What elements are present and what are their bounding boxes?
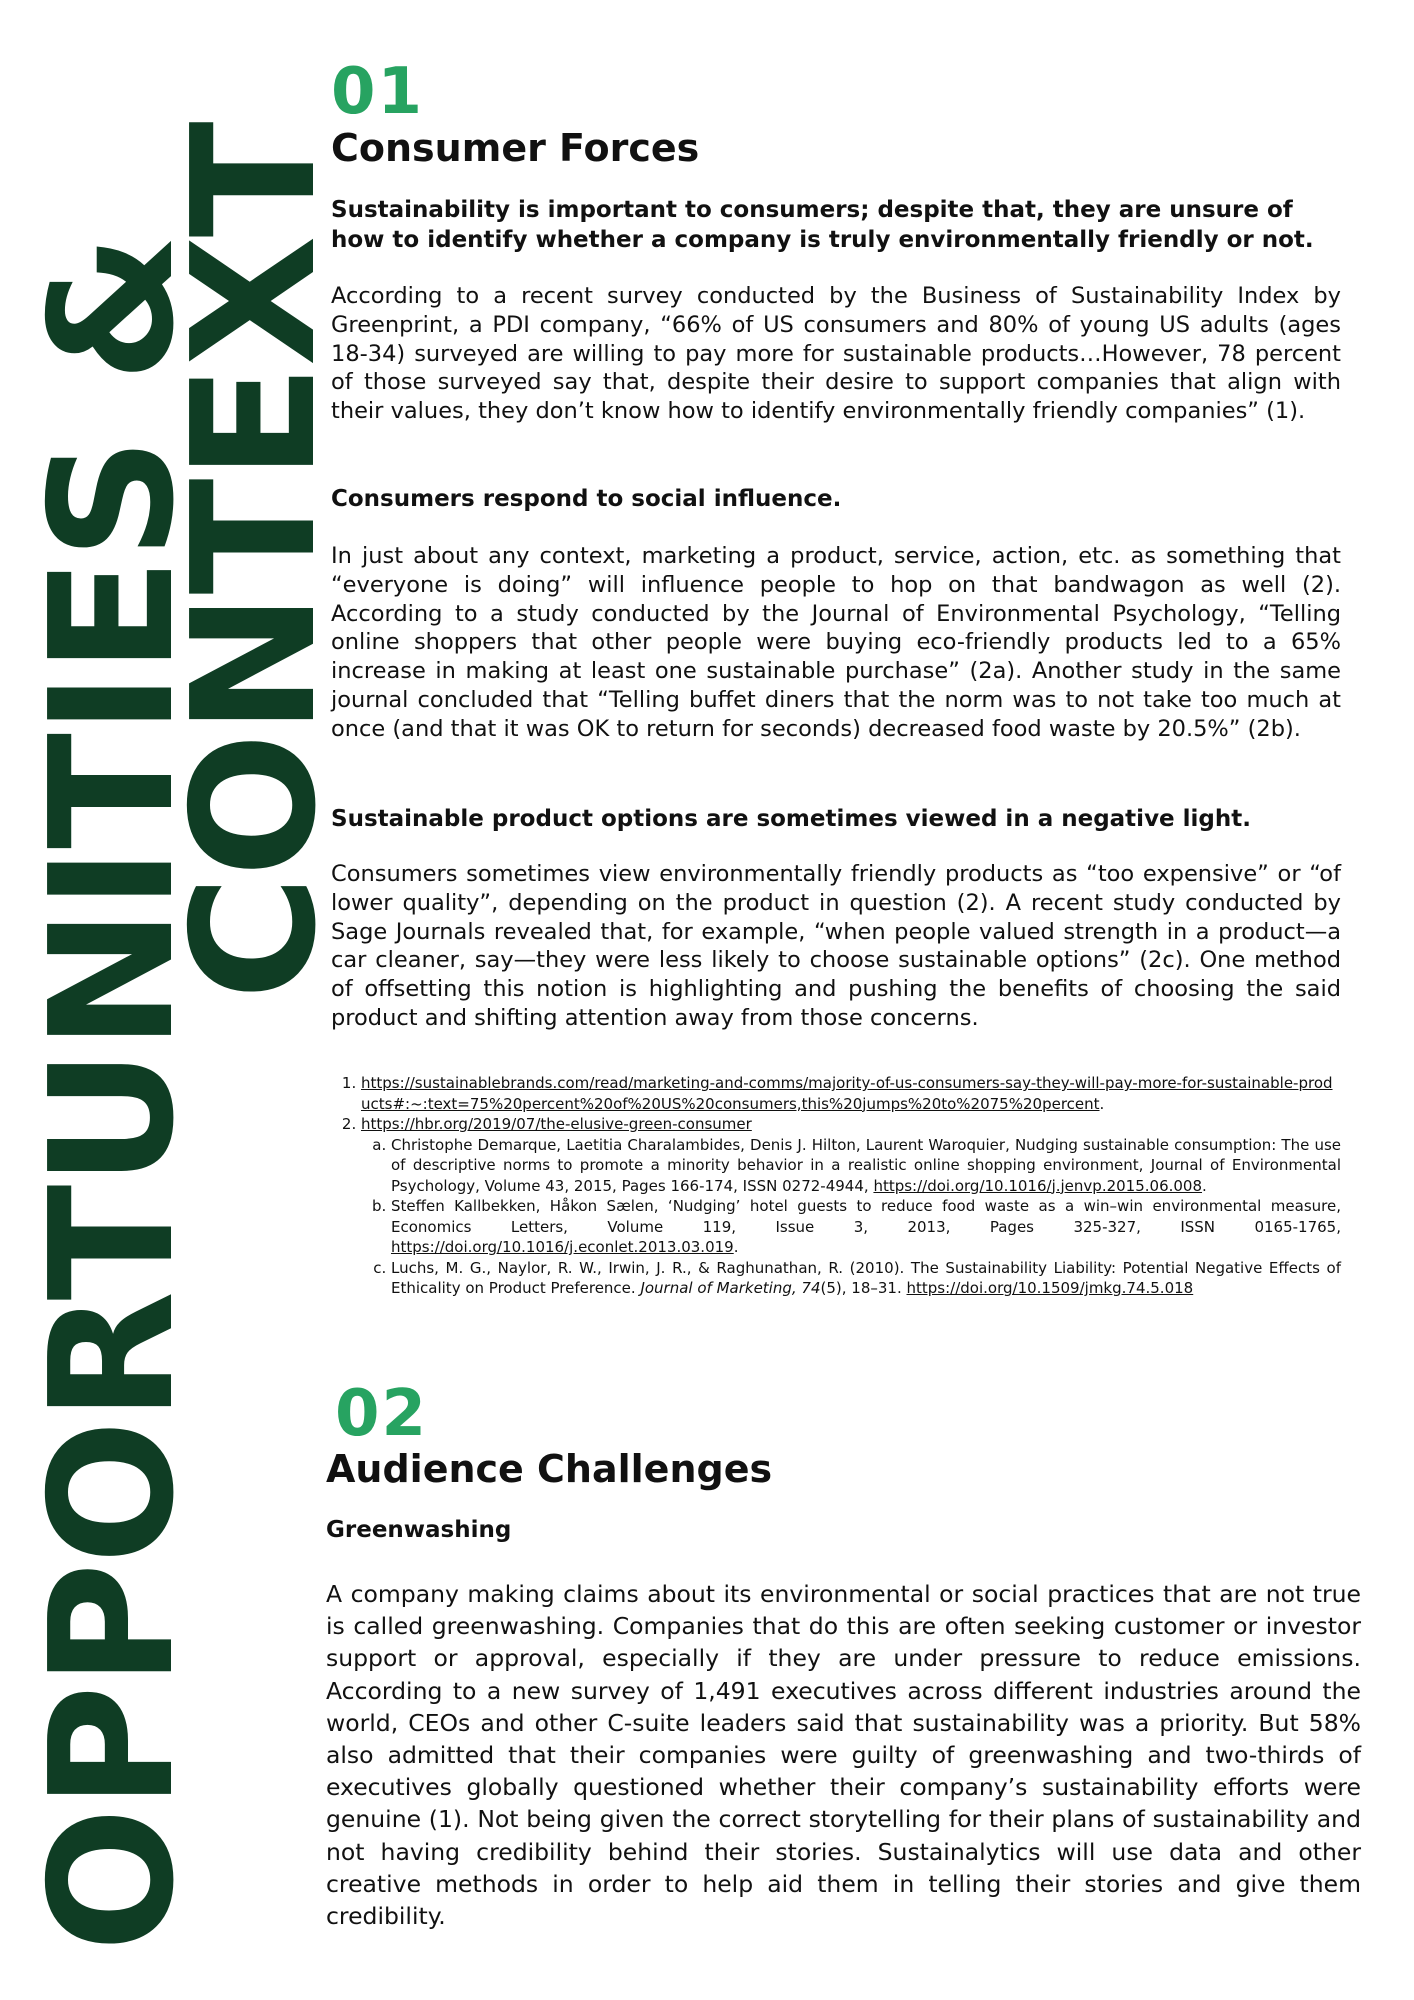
section1-lead1: Sustainability is important to consumers; despite that, they are unsure of how to identify whether a company is truly environmentally friendly or not.: [331, 197, 1314, 253]
reference-2c-text: Luchs, M. G., Naylor, R. W., Irwin, J. R., & Raghunathan, R. (2010). The Sustainability Liability: Potential Negative Effects of Ethicality on Product Preference.: [391, 1258, 1341, 1297]
reference-2b-link[interactable]: https://doi.org/10.1016/j.econlet.2013.03.019: [391, 1238, 734, 1256]
reference-2c-mid: (5), 18–31.: [820, 1279, 907, 1297]
reference-2b-text: Steffen Kallbekken, Håkon Sælen, ‘Nudging’ hotel guests to reduce food waste as a win–win environmental measure, Economics Letters, Volume 119, Issue 3, 2013, Pages 325-327, ISSN 0165-1765,: [391, 1197, 1341, 1236]
section1-number: 01: [331, 55, 425, 129]
reference-2c-link[interactable]: https://doi.org/10.1509/jmkg.74.5.018: [906, 1279, 1194, 1297]
section2-number: 02: [335, 1377, 429, 1451]
reference-1: [361, 1073, 1341, 1114]
section1-lead3: Sustainable product options are sometimes viewed in a negative light.: [331, 806, 1251, 832]
section2-title: Audience Challenges: [326, 1447, 773, 1491]
reference-2: [361, 1114, 1341, 1299]
reference-2a-link[interactable]: https://doi.org/10.1016/j.jenvp.2015.06.008: [873, 1176, 1203, 1195]
side-title: [0, 0, 354, 2000]
section1-lead2: Consumers respond to social influence.: [331, 486, 842, 512]
side-title-line2: CONTEXT: [156, 123, 354, 1000]
reference-1-tail: .: [1099, 1094, 1105, 1113]
section1-para2: In just about any context, marketing a product, service, action, etc. as something that “everyone is doing” will influence people to hop on that bandwagon as well (2). According to a study conducted by the Journal of Environmental Psychology, “Telling online shoppers that other people were buying eco-friendly products led to a 65% increase in making at least one sustainable purchase” (2a). Another study in the same journal concluded that “Telling buffet diners that the norm was to not take too much at once (and that it was OK to return for seconds) decreased food waste by 20.5%” (2b).: [331, 543, 1341, 742]
reference-2b: b. Steffen Kallbekken, Håkon Sælen, ‘Nudging’ hotel guests to reduce food waste as a win–win environmental measure, Economics Letters, Volume 119, Issue 3, 2013, Pages 325-327, ISSN 0165-1765, https://doi.org/10.1016/j.econlet.2013.03.019.: [391, 1196, 1341, 1258]
reference-2-link[interactable]: https://hbr.org/2019/07/the-elusive-green-consumer: [361, 1115, 752, 1133]
reference-2a: a. Christophe Demarque, Laetitia Charalambides, Denis J. Hilton, Laurent Waroquier, Nudging sustainable consumption: The use of descriptive norms to promote a minority behavior in a realistic online shopping environment, Journal of Environmental Psychology, Volume 43, 2015, Pages 166-174, ISSN 0272-4944, https://doi.org/10.1016/j.jenvp.2015.06.008.: [391, 1135, 1341, 1197]
reference-2c: [391, 1258, 1341, 1299]
section1-para3: Consumers sometimes view environmentally friendly products as “too expensive” or “of lower quality”, depending on the product in question (2). A recent study conducted by Sage Journals revealed that, for example, “when people valued strength in a product—a car cleaner, say—they were less likely to choose sustainable options” (2c). One method of offsetting this notion is highlighting and pushing the benefits of choosing the said product and shifting attention away from those concerns.: [331, 861, 1341, 1031]
section2-lead1: Greenwashing: [326, 1517, 512, 1543]
reference-2c-journal: Journal of Marketing, 74: [640, 1279, 821, 1297]
section1-para1: According to a recent survey conducted by the Business of Sustainability Index by Greenprint, a PDI company, “66% of US consumers and 80% of young US adults (ages 18-34) surveyed are willing to pay more for sustainable products…However, 78 percent of those surveyed say that, despite their desire to support companies that align with their values, they don’t know how to identify environmentally friendly companies” (1).: [331, 283, 1341, 425]
side-title-line1: OPPORTUNITIES &: [14, 235, 212, 1952]
reference-1-link[interactable]: https://sustainablebrands.com/read/marketing-and-comms/majority-of-us-consumers-say-they-will-pay-more-for-sustainable-products#:~:text=75%20percent%20of%20US%20consumers,this%20jumps%20to%2075%20percent: [361, 1074, 1333, 1113]
section1-title: Consumer Forces: [331, 126, 700, 170]
section2-para1: A company making claims about its environmental or social practices that are not true is called greenwashing. Companies that do this are often seeking customer or investor support or approval, especially if they are under pressure to reduce emissions. According to a new survey of 1,491 executives across different industries around the world, CEOs and other C-suite leaders said that sustainability was a priority. But 58% also admitted that their companies were guilty of greenwashing and two-thirds of executives globally questioned whether their company’s sustainability efforts were genuine (1). Not being given the correct storytelling for their plans of sustainability and not having credibility behind their stories. Sustainalytics will use data and other creative methods in order to help aid them in telling their stories and give them credibility.: [326, 1580, 1361, 1931]
reference-2a-text: Christophe Demarque, Laetitia Charalambides, Denis J. Hilton, Laurent Waroquier, Nudging sustainable consumption: The use of descriptive norms to promote a minority behavior in a realistic online shopping environment, Journal of Environmental Psychology, Volume 43, 2015, Pages 166-174, ISSN 0272-4944,: [391, 1135, 1341, 1195]
section1-references: [331, 1073, 1341, 1299]
